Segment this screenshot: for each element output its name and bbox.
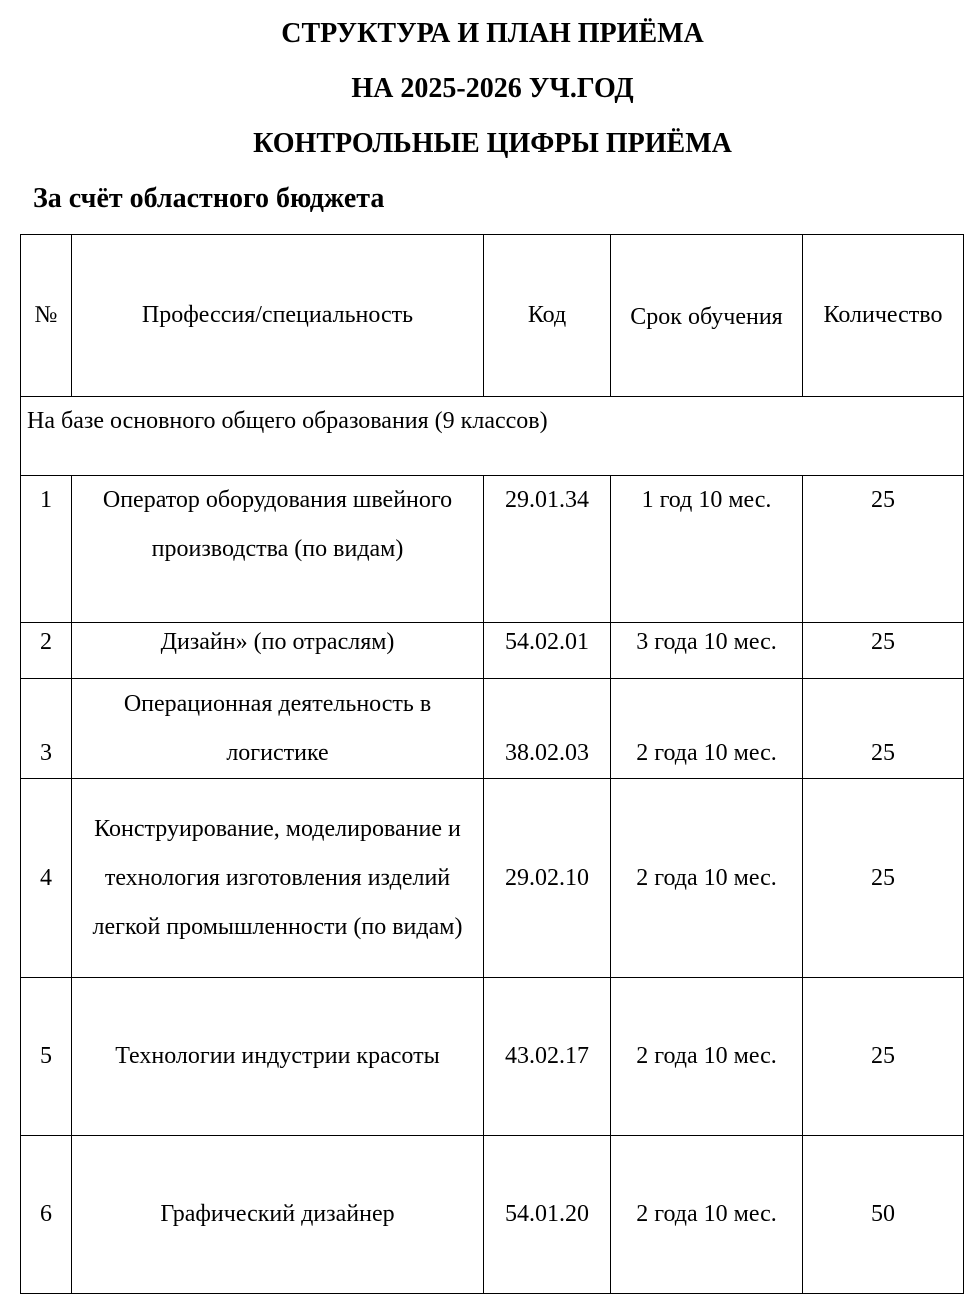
- row-quantity: 25: [803, 476, 964, 623]
- row-quantity: 25: [803, 779, 964, 978]
- row-term: 2 года 10 мес.: [611, 779, 803, 978]
- page-title-line-1: СТРУКТУРА И ПЛАН ПРИЁМА: [281, 18, 704, 49]
- row-code: 38.02.03: [484, 679, 611, 779]
- table-row: [21, 1136, 964, 1294]
- table-row: [21, 476, 964, 623]
- row-code: 29.01.34: [484, 476, 611, 623]
- row-num: 3: [21, 679, 72, 779]
- row-num: 5: [21, 978, 72, 1136]
- row-term: 1 год 10 мес.: [611, 476, 803, 623]
- page-title-line-2: НА 2025-2026 УЧ.ГОД: [351, 73, 634, 104]
- header-num: №: [21, 235, 72, 397]
- row-num: 4: [21, 779, 72, 978]
- row-num: 1: [21, 476, 72, 623]
- row-term: 2 года 10 мес.: [611, 978, 803, 1136]
- row-profession: Графический дизайнер: [72, 1136, 484, 1294]
- table-row: [21, 978, 964, 1136]
- row-num: 6: [21, 1136, 72, 1294]
- table-row: [21, 623, 964, 679]
- row-quantity: 50: [803, 1136, 964, 1294]
- table-row: [21, 779, 964, 978]
- row-profession: Конструирование, моделирование и технология изготовления изделий легкой промышленности (по видам): [72, 779, 484, 978]
- row-profession: Операционная деятельность в логистике: [72, 679, 484, 779]
- admission-plan-table: [20, 234, 964, 1294]
- row-term: 2 года 10 мес.: [611, 1136, 803, 1294]
- row-profession: Технологии индустрии красоты: [72, 978, 484, 1136]
- row-quantity: 25: [803, 679, 964, 779]
- group-label: На базе основного общего образования (9 классов): [21, 397, 964, 476]
- row-code: 43.02.17: [484, 978, 611, 1136]
- row-term: 3 года 10 мес.: [611, 623, 803, 679]
- header-profession: Профессия/специальность: [72, 235, 484, 397]
- header-term: Срок обучения: [611, 235, 803, 397]
- table-row: [21, 679, 964, 779]
- row-code: 29.02.10: [484, 779, 611, 978]
- row-code: 54.01.20: [484, 1136, 611, 1294]
- row-profession: Дизайн» (по отраслям): [72, 623, 484, 679]
- row-profession: Оператор оборудования швейного производства (по видам): [72, 476, 484, 623]
- row-quantity: 25: [803, 623, 964, 679]
- page-title-line-3: КОНТРОЛЬНЫЕ ЦИФРЫ ПРИЁМА: [253, 128, 732, 159]
- header-quantity: Количество: [803, 235, 964, 397]
- table-group-row: [21, 397, 964, 476]
- row-quantity: 25: [803, 978, 964, 1136]
- funding-subtitle: За счёт областного бюджета: [33, 183, 385, 214]
- table-header-row: [21, 235, 964, 397]
- row-term: 2 года 10 мес.: [611, 679, 803, 779]
- row-code: 54.02.01: [484, 623, 611, 679]
- row-num: 2: [21, 623, 72, 679]
- header-code: Код: [484, 235, 611, 397]
